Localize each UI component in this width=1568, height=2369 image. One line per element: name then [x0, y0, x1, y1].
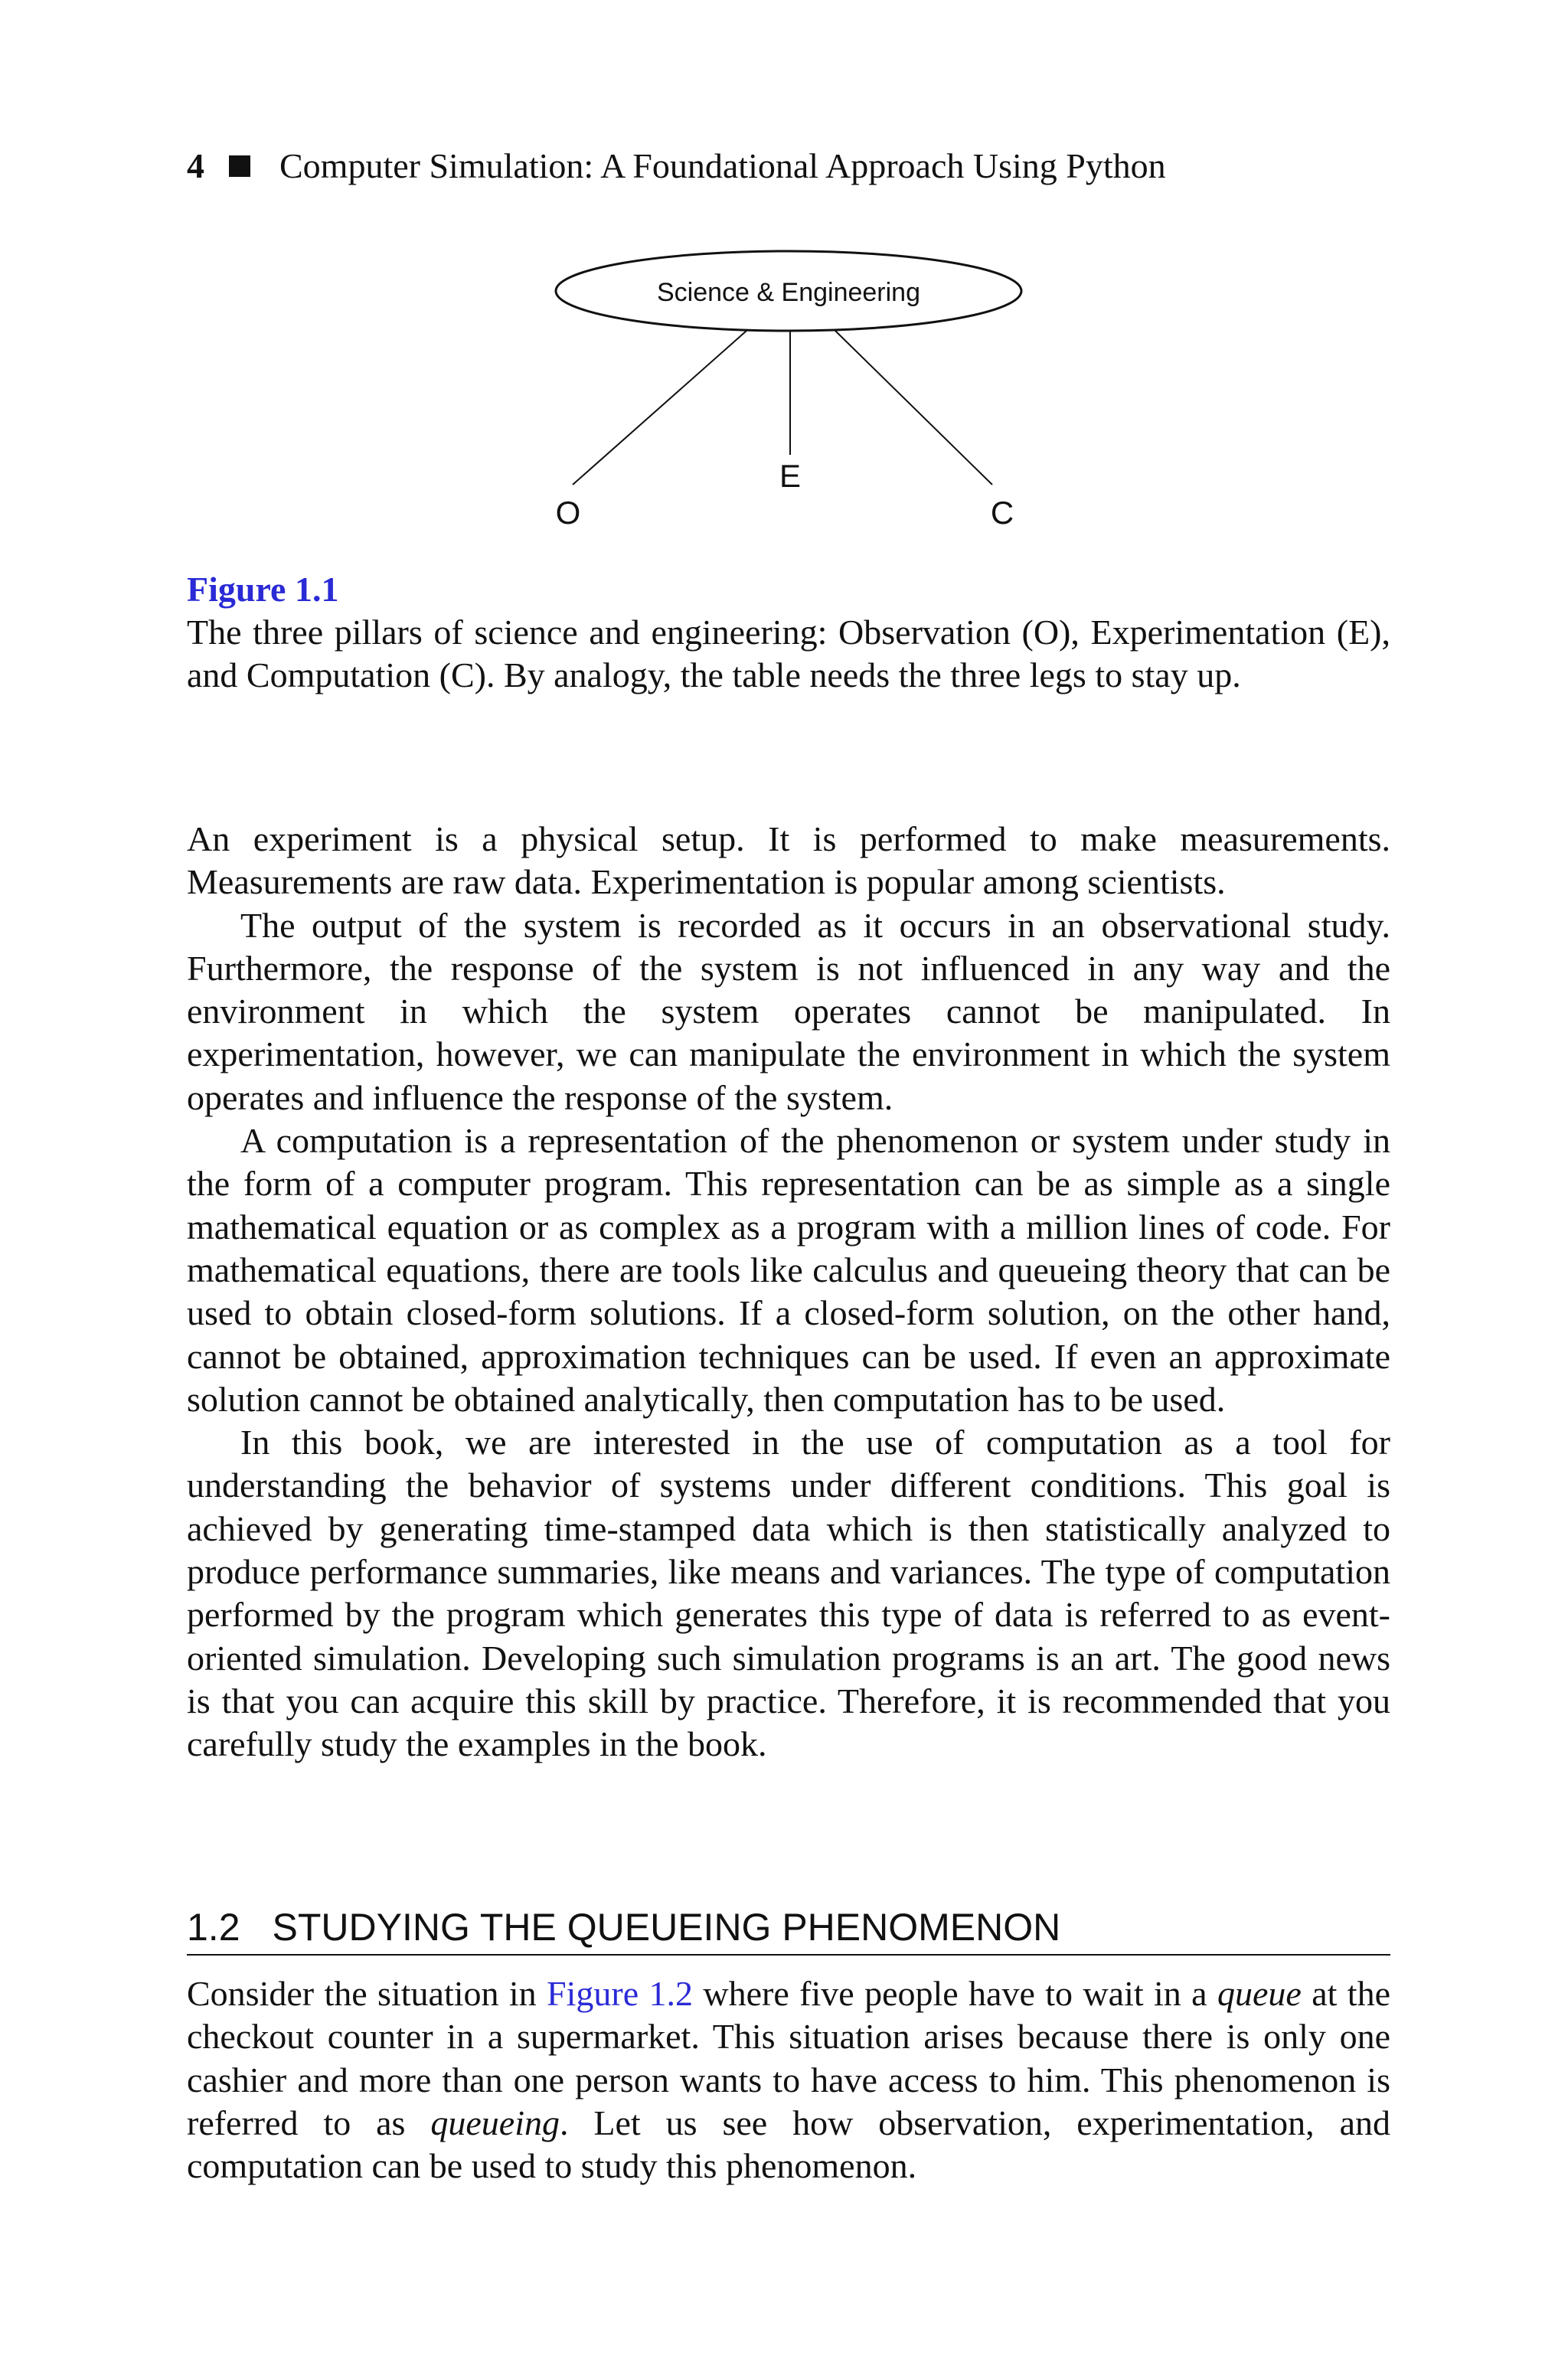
text-span: . Let us see how observation, experimentation, and computation can be used to study this phenomenon.: [187, 2103, 1390, 2186]
page-number: 4: [187, 146, 204, 185]
edge-to-c: [835, 331, 992, 485]
paragraph: An experiment is a physical setup. It is performed to make measurements. Measurements are raw data. Experimentation is popular among scientists.: [187, 819, 1390, 902]
section-heading: [187, 1905, 1390, 1956]
node-e: E: [779, 458, 802, 494]
pillars-diagram: [0, 0, 1568, 551]
figure-label[interactable]: Figure 1.1: [187, 570, 339, 609]
text-span: where five people have to wait in a: [693, 1974, 1217, 2013]
emphasis: queue: [1217, 1974, 1302, 2013]
section-number: 1.2: [187, 1906, 240, 1949]
running-title: Computer Simulation: A Foundational Approach Using Python: [279, 146, 1166, 185]
text-span: Consider the situation in: [187, 1974, 547, 2013]
paragraph: A computation is a representation of the phenomenon or system under study in the form of a computer program. This representation can be as simple as a single mathematical equation or as complex as a program with a million lines of code. For mathematical equations, there are tools like calculus and queueing theory that can be used to obtain closed-form solutions. If a closed-form solution, on the other hand, cannot be obtained, approximation techniques can be used. If even an approximate solution cannot be obtained analytically, then computation has to be used.: [187, 1121, 1390, 1419]
ellipse-label: Science & Engineering: [656, 278, 921, 307]
text-span: at the checkout counter in a supermarket. This situation arises because there is only one cashier and more than one person wants to have access to him. This phenomenon is referred to as: [187, 1974, 1390, 2142]
paragraph: The output of the system is recorded as it occurs in an observational study. Furthermore, the response of the system is not influenced in any way and the environment in which the system operates cannot be manipulated. In experimentation, however, we can manipulate the environment in which the system operates and influence the response of the system.: [187, 905, 1390, 1117]
figure-caption-text: The three pillars of science and engineering: Observation (O), Experimentation (E), and Computation (C). By analogy, the table needs the three legs to stay up.: [187, 613, 1390, 694]
figure-caption: [187, 568, 1390, 697]
edge-to-o: [573, 331, 746, 485]
section-title: STUDYING THE QUEUEING PHENOMENON: [272, 1906, 1061, 1949]
emphasis: queueing: [430, 2103, 560, 2142]
body-text: [187, 818, 1390, 1766]
node-o: O: [555, 495, 581, 531]
paragraph: In this book, we are interested in the use of computation as a tool for understanding the behavior of systems under different conditions. This goal is achieved by generating time-stamped data which is then statistically analyzed to produce performance summaries, like means and variances. The type of computation performed by the program which generates this type of data is referred to as event-oriented simulation. Developing such simulation programs is an art. The good news is that you can acquire this skill by practice. Therefore, it is recommended that you carefully study the examples in the book.: [187, 1423, 1390, 1764]
section-paragraph: [187, 1972, 1390, 2188]
node-c: C: [990, 495, 1014, 531]
figure-link[interactable]: Figure 1.2: [547, 1974, 694, 2013]
